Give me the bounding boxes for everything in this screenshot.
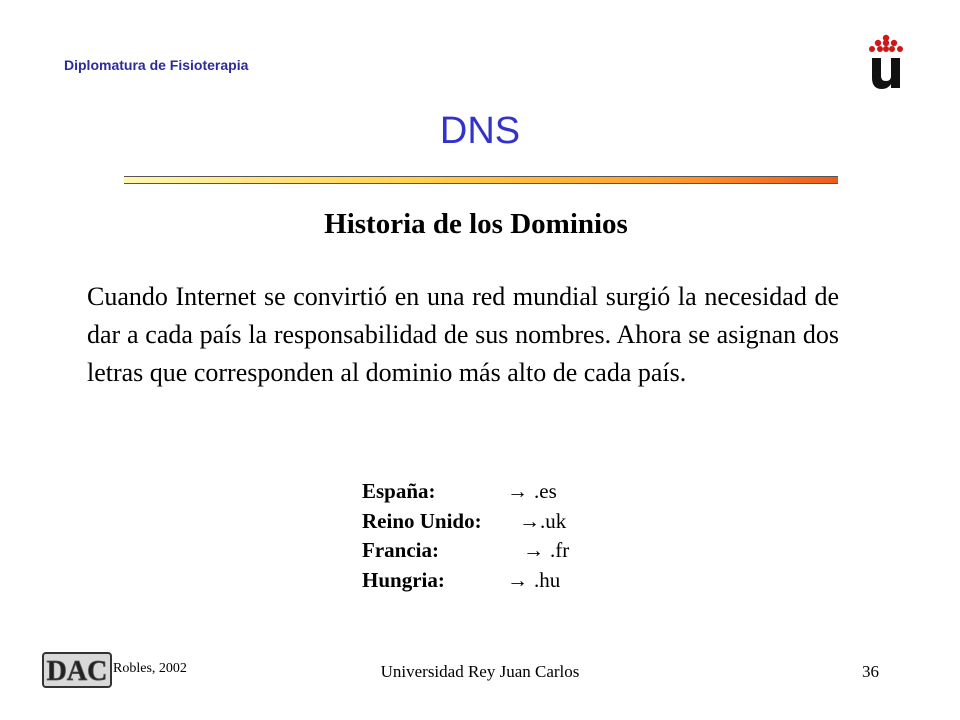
domain-row-hungary: Hungria: → .hu — [362, 566, 569, 596]
country-domain-list — [362, 477, 569, 595]
slide-title: DNS — [439, 110, 521, 152]
domain-tld: .uk — [540, 508, 567, 533]
page-number: 36 — [862, 662, 879, 681]
domain-tld: .es — [534, 479, 557, 503]
country-name: España — [362, 479, 429, 503]
domain-tld: .hu — [534, 567, 561, 592]
domain-row-spain: España: → .es — [362, 477, 569, 507]
country-name: Reino Unido — [362, 508, 475, 533]
arrow-icon: → — [507, 479, 528, 503]
domain-tld: .fr — [550, 538, 570, 562]
arrow-icon: → — [523, 538, 544, 562]
course-name: Diplomatura de Fisioterapia — [64, 57, 249, 73]
domain-row-france: Francia: → .fr — [362, 536, 569, 566]
country-name: Francia — [362, 538, 432, 562]
body-paragraph: Cuando Internet se convirtió en una red mundial surgió la necesidad de dar a cada país la responsabilidad de sus nombres. Ahora se asignan dos letras que corresponden al dominio más alto de cada país. — [87, 282, 839, 387]
arrow-icon: → — [519, 508, 540, 533]
domain-row-uk: Reino Unido: → .uk — [362, 507, 569, 537]
university-u-logo — [866, 34, 906, 90]
svg-text:DAC: DAC — [46, 656, 108, 687]
footer-author: Robles, 2002 — [113, 661, 187, 676]
title-divider-rule — [124, 176, 838, 184]
section-heading: Historia de los Dominios — [324, 208, 628, 240]
arrow-icon: → — [507, 567, 528, 592]
country-name: Hungria — [362, 567, 438, 592]
footer-university: Universidad Rey Juan Carlos — [380, 662, 580, 681]
